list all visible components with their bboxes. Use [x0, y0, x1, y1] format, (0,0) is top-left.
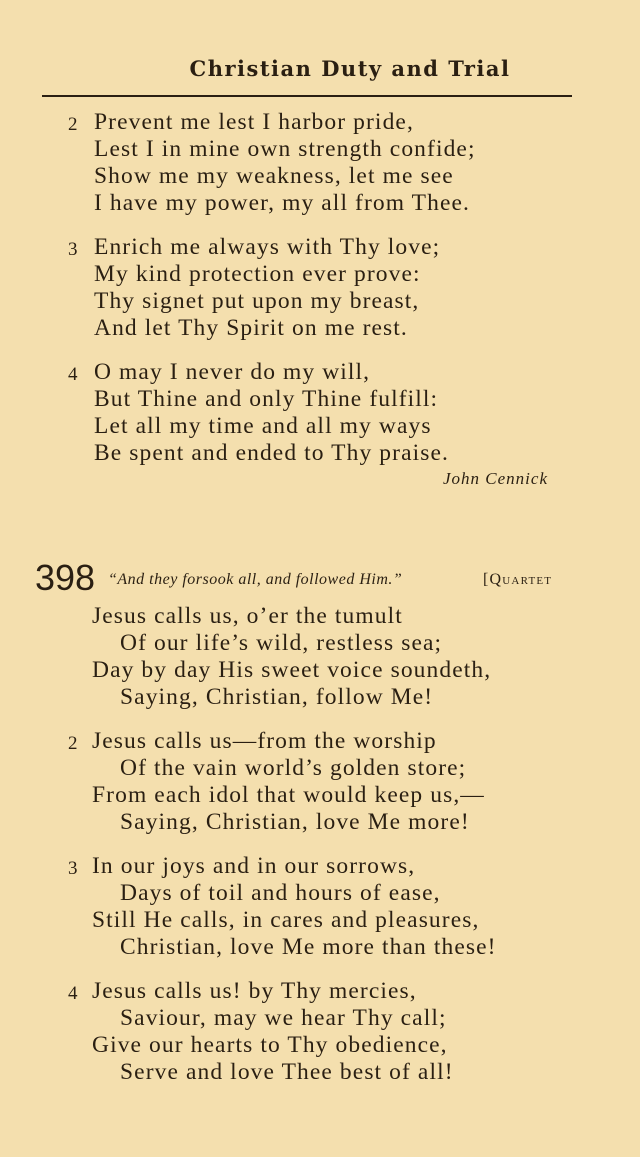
verse-line: And let Thy Spirit on me rest. [94, 315, 408, 341]
verse-line: Let all my time and all my ways [94, 413, 432, 439]
verse-line: In our joys and in our sorrows, [92, 853, 416, 879]
verse-line: Serve and love Thee best of all! [120, 1059, 454, 1085]
verse-number: 2 [68, 114, 78, 135]
header-rule [42, 95, 572, 97]
verse-line: Saying, Christian, love Me more! [120, 809, 470, 835]
hymn-tune-note: [Quartet [483, 571, 553, 588]
verse-line: Saviour, may we hear Thy call; [120, 1005, 447, 1031]
verse-line: Jesus calls us! by Thy mercies, [92, 978, 417, 1004]
verse-line: Enrich me always with Thy love; [94, 234, 441, 260]
verse-line: Days of toil and hours of ease, [120, 880, 441, 906]
verse-number: 2 [68, 733, 78, 754]
verse-line: Still He calls, in cares and pleasures, [92, 907, 480, 933]
verse-line: Of the vain world’s golden store; [120, 755, 467, 781]
verse-line: Lest I in mine own strength confide; [94, 136, 476, 162]
verse-line: Jesus calls us—from the worship [92, 728, 437, 754]
verse-line: Thy signet put upon my breast, [94, 288, 420, 314]
verse-line: Jesus calls us, o’er the tumult [92, 603, 403, 629]
verse-line: Give our hearts to Thy obedience, [92, 1032, 448, 1058]
verse-line: Prevent me lest I harbor pride, [94, 109, 414, 135]
verse-line: Saying, Christian, follow Me! [120, 684, 434, 710]
verse-line: Day by day His sweet voice soundeth, [92, 657, 492, 683]
verse-line: Show me my weakness, let me see [94, 163, 454, 189]
hymn-title: “And they forsook all, and followed Him.” [108, 571, 403, 588]
verse-number: 4 [68, 364, 78, 385]
verse-line: I have my power, my all from Thee. [94, 190, 471, 216]
verse-line: My kind protection ever prove: [94, 261, 421, 287]
hymn-number: 398 [35, 557, 96, 598]
page-header: Christian Duty and Trial [189, 56, 511, 81]
verse-line: Be spent and ended to Thy praise. [94, 440, 449, 466]
verse-number: 3 [68, 858, 78, 879]
verse-line: From each idol that would keep us,— [92, 782, 485, 808]
verse-number: 3 [68, 239, 78, 260]
verse-line: Christian, love Me more than these! [120, 934, 497, 960]
verse-line: O may I never do my will, [94, 359, 371, 385]
hymn-author: John Cennick [443, 469, 548, 488]
verse-line: But Thine and only Thine fulfill: [94, 386, 439, 412]
verse-line: Of our life’s wild, restless sea; [120, 630, 443, 656]
verse-number: 4 [68, 983, 78, 1004]
